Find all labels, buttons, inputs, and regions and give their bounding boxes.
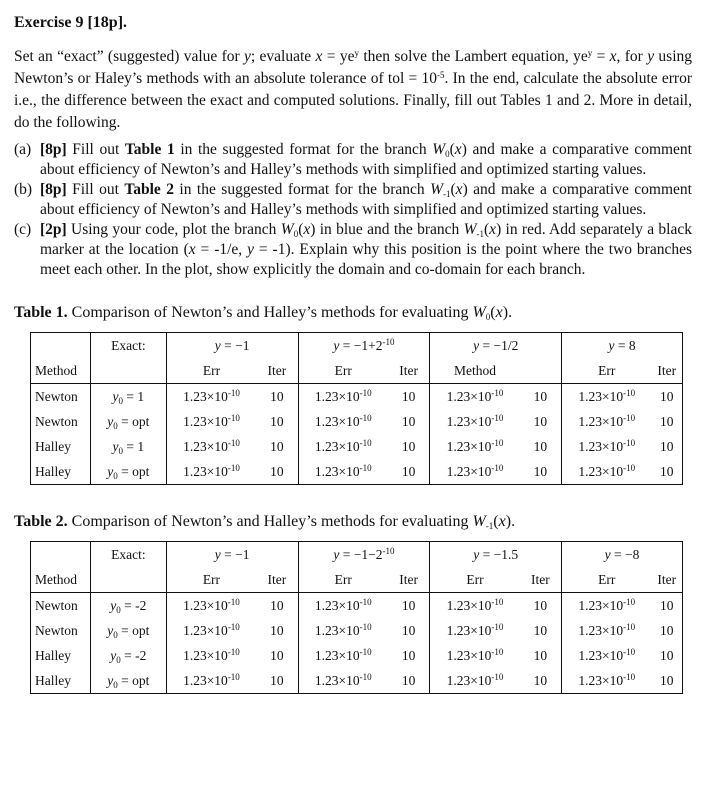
iter-header: Iter xyxy=(388,358,430,384)
iteration-count: 10 xyxy=(533,413,548,429)
error-value: $1.23\times 10^{-10}$ xyxy=(562,409,652,434)
exact-value: y = −1 xyxy=(166,542,298,568)
table2-caption xyxy=(14,513,692,531)
error-value: $1.23\times 10^{-10}$ xyxy=(298,593,388,619)
error-value: $1.23\times 10^{-10}$ xyxy=(166,459,256,485)
error-value: $1.23\times 10^{-10}$ xyxy=(562,434,652,459)
exact-value: y = −1 xyxy=(166,333,298,359)
table-row xyxy=(31,459,683,485)
iter-header: Iter xyxy=(256,358,298,384)
iteration-count: 10 xyxy=(270,647,284,663)
iteration-count: 10 xyxy=(270,597,284,613)
task-item xyxy=(14,140,692,180)
error-value: $1.23\times 10^{-10}$ xyxy=(430,434,520,459)
table-row xyxy=(31,668,683,694)
err-header: Err xyxy=(562,567,652,593)
start-value: $y_0$ = opt xyxy=(90,668,166,694)
iteration-count: 10 xyxy=(533,647,548,663)
method-header: Method xyxy=(31,358,91,384)
err-header: Err xyxy=(562,358,652,384)
iteration-count: 10 xyxy=(659,463,674,479)
exercise-intro: Set an “exact” (suggested) value for y; evaluate $x = ye^y$ then solve the Lambert equation, $ye^y = x$, for y using Newton’s or Haley’s methods with an absolute tolerance of tol = $10^{-5}$. In the end, calculate the absolute error i.e., the difference between the exact and computed solutions. Finally, fill out Tables 1 and 2. More in detail, do the following. xyxy=(14,48,693,131)
error-value: $1.23\times 10^{-10}$ xyxy=(166,434,256,459)
start-value: $y_0 = 1$ xyxy=(90,434,166,459)
error-value: $1.23\times 10^{-10}$ xyxy=(298,643,388,668)
iteration-count: 10 xyxy=(533,388,548,404)
iter-header: Iter xyxy=(256,567,298,593)
iteration-count: 10 xyxy=(270,463,284,479)
iteration-count: 10 xyxy=(401,597,416,613)
iteration-count: 10 xyxy=(401,388,416,404)
table1-caption-label: Table 1. xyxy=(14,304,68,321)
error-value: $1.23\times 10^{-10}$ xyxy=(166,593,256,619)
table1-caption xyxy=(14,304,692,322)
error-value: $1.23\times 10^{-10}$ xyxy=(562,593,652,619)
table-row xyxy=(31,643,683,668)
header-row-labels xyxy=(31,358,683,384)
error-value: $1.23\times 10^{-10}$ xyxy=(430,384,520,410)
error-value: $1.23\times 10^{-10}$ xyxy=(430,593,520,619)
exercise-title: Exercise 9 [18p]. xyxy=(14,14,128,31)
error-value: $1.23\times 10^{-10}$ xyxy=(298,459,388,485)
error-value: $1.23\times 10^{-10}$ xyxy=(562,643,652,668)
iteration-count: 10 xyxy=(659,388,674,404)
iteration-count: 10 xyxy=(401,647,416,663)
iteration-count: 10 xyxy=(659,597,674,613)
error-value: $1.23\times 10^{-10}$ xyxy=(298,409,388,434)
error-value: $1.23\times 10^{-10}$ xyxy=(166,643,256,668)
error-value: $1.23\times 10^{-10}$ xyxy=(562,459,652,485)
exact-value: y = −8 xyxy=(562,542,683,568)
error-value: $1.23\times 10^{-10}$ xyxy=(430,459,520,485)
err-header: Err xyxy=(166,358,256,384)
start-value: $y_0 = -2$ xyxy=(90,593,166,619)
method-header: Method xyxy=(31,567,91,593)
exact-label: Exact: xyxy=(90,542,166,568)
method-name: Newton xyxy=(35,622,78,638)
iteration-count: 10 xyxy=(533,622,548,638)
iter-header: Iter xyxy=(520,567,562,593)
iteration-count: 10 xyxy=(533,672,548,688)
exact-value: $y = -1+2^{-10}$ xyxy=(298,333,430,359)
iteration-count: 10 xyxy=(270,672,284,688)
error-value: $1.23\times 10^{-10}$ xyxy=(562,668,652,694)
task-label: (c) xyxy=(14,221,32,238)
error-value: $1.23\times 10^{-10}$ xyxy=(430,409,520,434)
method-name: Halley xyxy=(35,463,71,479)
method-name: Halley xyxy=(35,438,71,454)
start-value: $y_0$ = opt xyxy=(90,618,166,643)
error-value: $1.23\times 10^{-10}$ xyxy=(298,384,388,410)
err-header: Method xyxy=(430,358,520,384)
iteration-count: 10 xyxy=(270,622,284,638)
err-header: Err xyxy=(430,567,520,593)
start-value: $y_0 = -2$ xyxy=(90,643,166,668)
iteration-count: 10 xyxy=(659,622,674,638)
exact-label: Exact: xyxy=(90,333,166,359)
iteration-count: 10 xyxy=(270,413,284,429)
table-row xyxy=(31,409,683,434)
task-label: (a) xyxy=(14,141,32,158)
empty-cell xyxy=(90,567,166,593)
table-row xyxy=(31,434,683,459)
task-item xyxy=(14,220,692,280)
method-name: Halley xyxy=(35,647,71,663)
task-text: [8p] Fill out Table 1 in the suggested format for the branch $W_0(x)$ and make a comparative comment about efficiency of Newton’s and Halley’s methods with simplified and optimized starting values. xyxy=(40,141,692,178)
error-value: $1.23\times 10^{-10}$ xyxy=(430,668,520,694)
error-value: $1.23\times 10^{-10}$ xyxy=(166,384,256,410)
table-row xyxy=(31,593,683,619)
iteration-count: 10 xyxy=(659,413,674,429)
err-header: Err xyxy=(298,567,388,593)
start-value: $y_0$ = opt xyxy=(90,409,166,434)
iteration-count: 10 xyxy=(533,463,548,479)
error-value: $1.23\times 10^{-10}$ xyxy=(430,643,520,668)
error-value: $1.23\times 10^{-10}$ xyxy=(166,668,256,694)
method-name: Newton xyxy=(35,597,78,613)
table1 xyxy=(30,332,683,485)
task-text: [2p] Using your code, plot the branch $W_0(x)$ in blue and the branch $W_{-1}(x)$ in red. Add separately a black marker at the location (x = -1/e, y = -1). Explain why this position is the point where the two branches meet each other. In the plot, show explicitly the domain and co-domain for each branch. xyxy=(40,221,693,278)
iter-header: Iter xyxy=(651,358,682,384)
err-header: Err xyxy=(298,358,388,384)
table2 xyxy=(30,541,683,694)
iteration-count: 10 xyxy=(659,672,674,688)
iteration-count: 10 xyxy=(659,647,674,663)
table2-caption-text: Comparison of Newton’s and Halley’s methods for evaluating $W_{-1}(x)$. xyxy=(71,513,516,531)
task-text: [8p] Fill out Table 2 in the suggested format for the branch $W_{-1}(x)$ and make a comparative comment about efficiency of Newton’s and Halley’s methods with simplified and optimized starting values. xyxy=(40,181,692,218)
iteration-count: 10 xyxy=(401,622,416,638)
error-value: $1.23\times 10^{-10}$ xyxy=(562,618,652,643)
error-value: $1.23\times 10^{-10}$ xyxy=(298,434,388,459)
task-list xyxy=(14,140,692,280)
table-row xyxy=(31,384,683,410)
exact-value: y = −1.5 xyxy=(430,542,562,568)
error-value: $1.23\times 10^{-10}$ xyxy=(430,618,520,643)
error-value: $1.23\times 10^{-10}$ xyxy=(298,668,388,694)
iteration-count: 10 xyxy=(401,463,416,479)
empty-cell xyxy=(31,333,91,359)
empty-cell xyxy=(90,358,166,384)
empty-cell xyxy=(31,542,91,568)
exact-value: y = −1/2 xyxy=(430,333,562,359)
table-row xyxy=(31,618,683,643)
header-row-exact xyxy=(31,542,683,568)
task-label: (b) xyxy=(14,181,33,198)
iteration-count: 10 xyxy=(270,438,284,454)
header-row-exact xyxy=(31,333,683,359)
method-name: Halley xyxy=(35,672,71,688)
iteration-count: 10 xyxy=(533,438,548,454)
iteration-count: 10 xyxy=(270,388,284,404)
start-value: $y_0 = 1$ xyxy=(90,384,166,410)
err-header: Err xyxy=(166,567,256,593)
start-value: $y_0$ = opt xyxy=(90,459,166,485)
iteration-count: 10 xyxy=(401,413,416,429)
iteration-count: 10 xyxy=(533,597,548,613)
iter-header: Iter xyxy=(388,567,430,593)
error-value: $1.23\times 10^{-10}$ xyxy=(166,409,256,434)
iter-header xyxy=(520,358,562,384)
iteration-count: 10 xyxy=(659,438,674,454)
error-value: $1.23\times 10^{-10}$ xyxy=(166,618,256,643)
iteration-count: 10 xyxy=(401,438,416,454)
error-value: $1.23\times 10^{-10}$ xyxy=(298,618,388,643)
iteration-count: 10 xyxy=(401,672,416,688)
table2-caption-label: Table 2. xyxy=(14,513,68,530)
method-name: Newton xyxy=(35,388,78,404)
header-row-labels xyxy=(31,567,683,593)
method-name: Newton xyxy=(35,413,78,429)
task-item xyxy=(14,180,692,220)
table1-caption-text: Comparison of Newton’s and Halley’s methods for evaluating $W_0(x)$. xyxy=(71,304,513,322)
error-value: $1.23\times 10^{-10}$ xyxy=(562,384,652,410)
exact-value: y = 8 xyxy=(562,333,683,359)
exact-value: $y = -1-2^{-10}$ xyxy=(298,542,430,568)
iter-header: Iter xyxy=(651,567,682,593)
